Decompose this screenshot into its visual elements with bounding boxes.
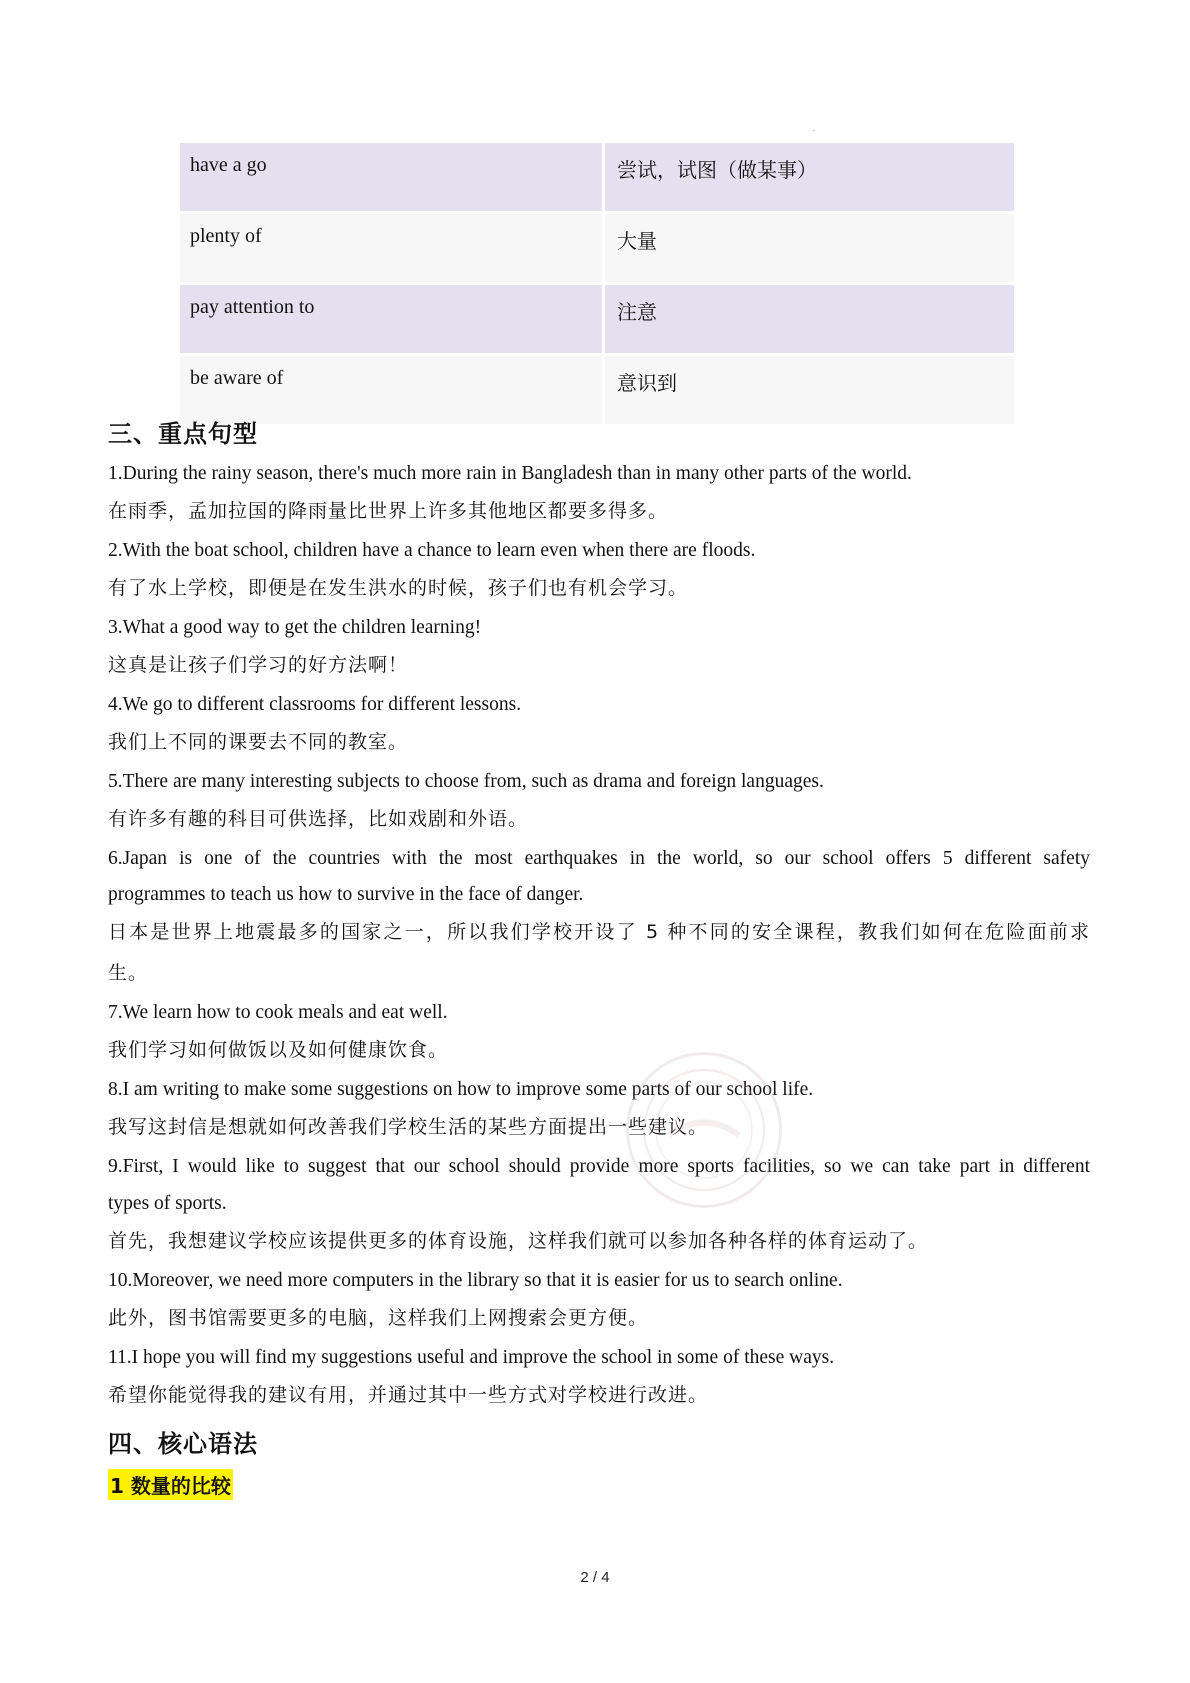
sentence-english-continued: programmes to teach us how to survive in the face of danger.	[108, 884, 584, 905]
sentence-chinese: 首先，我想建议学校应该提供更多的体育设施，这样我们就可以参加各种各样的体育运动了。	[108, 1230, 929, 1252]
sentence-english: 8.I am writing to make some suggestions on how to improve some parts of our school life.	[108, 1079, 814, 1100]
sentence-chinese: 此外，图书馆需要更多的电脑，这样我们上网搜索会更方便。	[108, 1307, 649, 1329]
table-cell-chinese: 意识到	[605, 353, 1014, 424]
section-heading-key-sentences: 三、重点句型	[108, 420, 258, 448]
sentence-chinese: 我们学习如何做饭以及如何健康饮食。	[108, 1039, 449, 1061]
sentence-english: 9.First, I would like to suggest that our school should provide more sports facilities, so we can take part in different	[108, 1156, 1090, 1177]
sentence-chinese: 在雨季，孟加拉国的降雨量比世界上许多其他地区都要多得多。	[108, 500, 669, 522]
table-cell-chinese: 大量	[605, 211, 1014, 282]
sentence-chinese: 这真是让孩子们学习的好方法啊！	[108, 654, 409, 676]
highlighted-subheading: 1 数量的比较	[108, 1469, 233, 1500]
sentence-english: 11.I hope you will find my suggestions useful and improve the school in some of these ways.	[108, 1347, 835, 1368]
table-cell-english: be aware of	[180, 353, 605, 424]
sentence-english: 3.What a good way to get the children learning!	[108, 617, 482, 638]
table-row	[180, 353, 1014, 424]
sentence-chinese: 我写这封信是想就如何改善我们学校生活的某些方面提出一些建议。	[108, 1116, 709, 1138]
sentence-chinese: 有许多有趣的科目可供选择，比如戏剧和外语。	[108, 808, 529, 830]
page-number: 2 / 4	[580, 1569, 610, 1586]
sentence-english: 2.With the boat school, children have a chance to learn even when there are floods.	[108, 540, 756, 561]
table-row	[180, 143, 1014, 211]
table-cell-chinese: 注意	[605, 282, 1014, 353]
sentence-english: 7.We learn how to cook meals and eat well.	[108, 1002, 448, 1023]
sentence-english: 5.There are many interesting subjects to choose from, such as drama and foreign languages.	[108, 771, 824, 792]
sentence-english-continued: types of sports.	[108, 1193, 227, 1214]
sentence-chinese: 有了水上学校，即便是在发生洪水的时候，孩子们也有机会学习。	[108, 577, 689, 599]
table-cell-chinese: 尝试，试图（做某事）	[605, 143, 1014, 211]
table-cell-english: plenty of	[180, 211, 605, 282]
table-cell-english: have a go	[180, 143, 605, 211]
table-cell-english: pay attention to	[180, 282, 605, 353]
section-heading-core-grammar: 四、核心语法	[108, 1430, 258, 1458]
sentence-english: 1.During the rainy season, there's much more rain in Bangladesh than in many other parts of the world.	[108, 463, 912, 484]
table-row	[180, 211, 1014, 282]
vocab-table	[180, 143, 1014, 424]
sentence-chinese: 我们上不同的课要去不同的教室。	[108, 731, 409, 753]
stray-dot: .	[813, 124, 815, 133]
sentence-chinese: 希望你能觉得我的建议有用，并通过其中一些方式对学校进行改进。	[108, 1384, 709, 1406]
table-row	[180, 282, 1014, 353]
sentence-chinese-continued: 生。	[108, 962, 149, 984]
sentence-english: 6.Japan is one of the countries with the most earthquakes in the world, so our school offers 5 different safety	[108, 848, 1090, 869]
sentence-english: 10.Moreover, we need more computers in the library so that it is easier for us to search online.	[108, 1270, 843, 1291]
sentence-english: 4.We go to different classrooms for different lessons.	[108, 694, 522, 715]
sentence-chinese: 日本是世界上地震最多的国家之一，所以我们学校开设了 5 种不同的安全课程，教我们如何在危险面前求	[108, 921, 1090, 943]
